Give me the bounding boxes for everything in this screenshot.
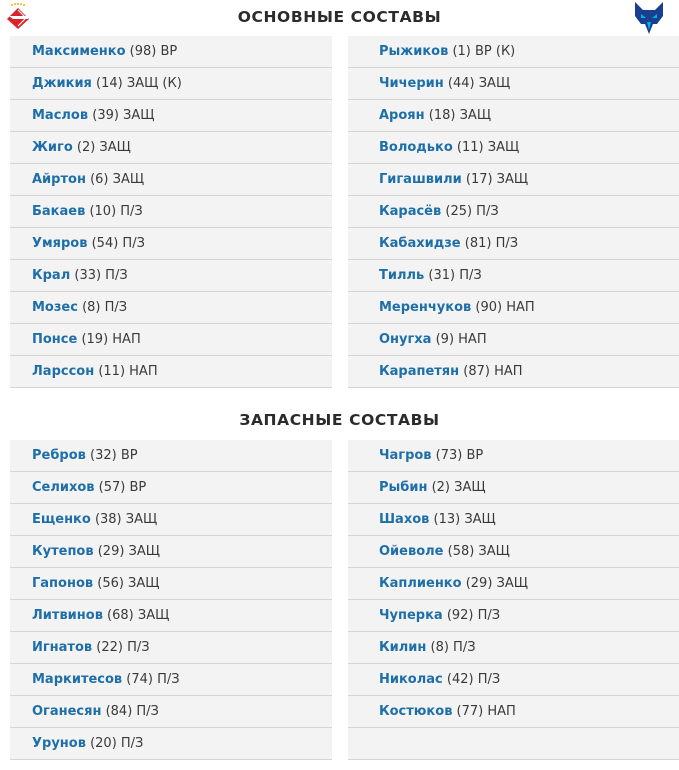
player-name-link[interactable]: Гигашвили <box>379 172 462 187</box>
player-name-link[interactable]: Шахов <box>379 512 430 527</box>
player-row <box>348 504 679 536</box>
player-name-link[interactable]: Литвинов <box>32 608 103 623</box>
player-meta: (29) ЗАЩ <box>93 544 160 559</box>
player-row <box>348 132 679 164</box>
player-name-link[interactable]: Понсе <box>32 332 78 347</box>
player-meta: (57) ВР <box>94 480 147 495</box>
player-row <box>348 696 679 728</box>
player-meta: (81) П/З <box>460 236 519 251</box>
player-name-link[interactable]: Костюков <box>379 704 453 719</box>
player-name-link[interactable]: Онугха <box>379 332 432 347</box>
player-row <box>348 164 679 196</box>
player-row <box>10 632 332 664</box>
player-name-link[interactable]: Кабахидзе <box>379 236 461 251</box>
player-meta: (58) ЗАЩ <box>443 544 510 559</box>
player-meta: (10) П/З <box>85 204 143 219</box>
player-row <box>348 292 679 324</box>
starting-lineups <box>0 36 679 388</box>
player-name-link[interactable]: Рыбин <box>379 480 428 495</box>
player-row <box>348 440 679 472</box>
player-name-link[interactable]: Ароян <box>379 108 425 123</box>
player-name-link[interactable]: Ойеволе <box>379 544 444 559</box>
player-row <box>348 664 679 696</box>
player-meta: (19) НАП <box>77 332 141 347</box>
player-name-link[interactable]: Оганесян <box>32 704 102 719</box>
starting-lineups-header <box>0 0 679 36</box>
player-meta: (44) ЗАЩ <box>443 76 511 91</box>
substitutes-title: ЗАПАСНЫЕ СОСТАВЫ <box>239 411 440 429</box>
player-row <box>348 36 679 68</box>
starting-lineups-title: ОСНОВНЫЕ СОСТАВЫ <box>237 8 442 26</box>
player-name-link[interactable]: Максименко <box>32 44 126 59</box>
home-starting-list <box>10 36 332 388</box>
player-meta: (25) П/З <box>441 204 499 219</box>
player-row <box>10 292 332 324</box>
player-meta: (32) ВР <box>85 448 138 463</box>
away-starting-list <box>348 36 679 388</box>
player-row <box>10 568 332 600</box>
player-row <box>10 260 332 292</box>
player-meta: (73) ВР <box>431 448 484 463</box>
player-row <box>10 196 332 228</box>
player-row <box>10 228 332 260</box>
player-name-link[interactable]: Чуперка <box>379 608 443 623</box>
player-row <box>348 632 679 664</box>
player-name-link[interactable]: Мозес <box>32 300 78 315</box>
player-meta: (20) П/З <box>85 736 144 751</box>
player-row <box>10 504 332 536</box>
player-name-link[interactable]: Чагров <box>379 448 432 463</box>
player-meta: (87) НАП <box>459 364 523 379</box>
player-row <box>10 664 332 696</box>
player-meta: (8) П/З <box>77 300 128 315</box>
player-meta: (42) П/З <box>442 672 501 687</box>
player-name-link[interactable]: Умяров <box>32 236 88 251</box>
player-name-link[interactable]: Ещенко <box>32 512 91 527</box>
home-subs-list <box>10 440 332 760</box>
player-name-link[interactable]: Карапетян <box>379 364 460 379</box>
player-row <box>348 228 679 260</box>
player-row <box>348 68 679 100</box>
player-meta: (8) П/З <box>426 640 476 655</box>
player-row <box>10 440 332 472</box>
player-row <box>10 100 332 132</box>
player-row <box>10 472 332 504</box>
player-row <box>348 100 679 132</box>
player-name-link[interactable]: Николас <box>379 672 443 687</box>
player-meta: (13) ЗАЩ <box>429 512 496 527</box>
player-name-link[interactable]: Селихов <box>32 480 95 495</box>
player-name-link[interactable]: Ларссон <box>32 364 95 379</box>
player-name-link[interactable]: Джикия <box>32 76 92 91</box>
player-row <box>10 68 332 100</box>
empty-row <box>348 728 679 760</box>
player-name-link[interactable]: Айртон <box>32 172 86 187</box>
player-row <box>348 472 679 504</box>
player-meta: (84) П/З <box>101 704 159 719</box>
player-name-link[interactable]: Меренчуков <box>379 300 472 315</box>
player-row <box>10 696 332 728</box>
player-row <box>10 164 332 196</box>
player-meta: (90) НАП <box>471 300 535 315</box>
player-name-link[interactable]: Карасёв <box>379 204 442 219</box>
player-name-link[interactable]: Килин <box>379 640 427 655</box>
player-name-link[interactable]: Игнатов <box>32 640 93 655</box>
substitutes-lineups <box>0 440 679 760</box>
player-row <box>10 536 332 568</box>
player-name-link[interactable]: Каплиенко <box>379 576 462 591</box>
player-row <box>10 356 332 388</box>
player-row <box>10 324 332 356</box>
player-row <box>348 260 679 292</box>
player-row <box>10 36 332 68</box>
player-name-link[interactable]: Кутепов <box>32 544 94 559</box>
player-name-link[interactable]: Чичерин <box>379 76 444 91</box>
player-meta: (54) П/З <box>87 236 145 251</box>
player-name-link[interactable]: Рыжиков <box>379 44 449 59</box>
player-row <box>348 324 679 356</box>
player-meta: (33) П/З <box>70 268 128 283</box>
player-meta: (11) НАП <box>94 364 158 379</box>
player-meta: (74) П/З <box>122 672 180 687</box>
player-meta: (9) НАП <box>431 332 487 347</box>
player-row <box>10 728 332 760</box>
player-meta: (14) ЗАЩ (К) <box>91 76 182 91</box>
player-meta: (31) П/З <box>424 268 482 283</box>
player-name-link[interactable]: Ребров <box>32 448 86 463</box>
player-meta: (77) НАП <box>452 704 516 719</box>
player-name-link[interactable]: Володько <box>379 140 453 155</box>
player-row <box>348 196 679 228</box>
player-meta: (29) ЗАЩ <box>461 576 528 591</box>
away-subs-list <box>348 440 679 760</box>
player-row <box>10 132 332 164</box>
player-name-link[interactable]: Маслов <box>32 108 89 123</box>
player-name-link[interactable]: Гапонов <box>32 576 94 591</box>
player-meta: (17) ЗАЩ <box>461 172 529 187</box>
player-row <box>348 536 679 568</box>
player-meta: (2) ЗАЩ <box>72 140 131 155</box>
player-name-link[interactable]: Тилль <box>379 268 425 283</box>
player-meta: (11) ЗАЩ <box>452 140 520 155</box>
player-meta: (56) ЗАЩ <box>93 576 160 591</box>
player-meta: (1) ВР (К) <box>448 44 516 59</box>
substitutes-header <box>0 402 679 440</box>
player-name-link[interactable]: Жиго <box>32 140 73 155</box>
player-meta: (98) ВР <box>125 44 178 59</box>
player-row <box>10 600 332 632</box>
player-name-link[interactable]: Урунов <box>32 736 86 751</box>
player-meta: (92) П/З <box>442 608 501 623</box>
player-meta: (38) ЗАЩ <box>90 512 158 527</box>
wolf-logo-icon <box>631 0 667 36</box>
player-row <box>348 600 679 632</box>
player-name-link[interactable]: Маркитесов <box>32 672 123 687</box>
player-row <box>348 568 679 600</box>
player-meta: (18) ЗАЩ <box>424 108 492 123</box>
player-meta: (2) ЗАЩ <box>427 480 486 495</box>
player-name-link[interactable]: Крал <box>32 268 71 283</box>
player-meta: (22) П/З <box>92 640 150 655</box>
player-name-link[interactable]: Бакаев <box>32 204 86 219</box>
player-meta: (68) ЗАЩ <box>102 608 170 623</box>
player-meta: (6) ЗАЩ <box>85 172 145 187</box>
player-meta: (39) ЗАЩ <box>88 108 155 123</box>
player-row <box>348 356 679 388</box>
